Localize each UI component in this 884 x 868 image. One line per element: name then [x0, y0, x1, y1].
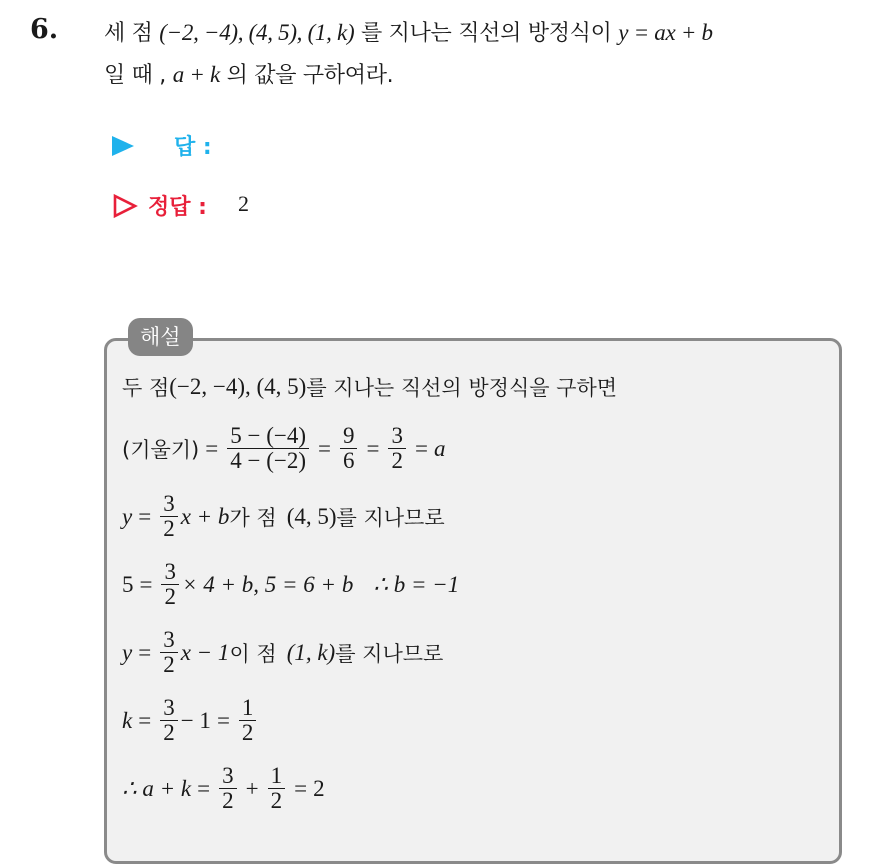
explanation-text: 를 지나므로 [335, 641, 444, 666]
explanation-text: 이 점 [229, 641, 277, 666]
explanation-text: 를 지나는 직선의 방정식을 구하면 [306, 376, 618, 400]
question-line-1 [104, 16, 713, 47]
explanation-text: 두 점 [122, 376, 170, 400]
question-text: 세 점 [104, 21, 160, 46]
fraction: $\frac{5 - (-4)}{4 - (-2)}$ [227, 424, 309, 473]
question-target: a + k [172, 62, 220, 87]
fraction: $\frac{3}{2}$ [219, 764, 237, 813]
fraction: $\frac{3}{2}$ [388, 424, 406, 473]
explanation-math: (−2, −4), (4, 5) [169, 374, 307, 399]
explanation-math: a [433, 435, 446, 461]
question-equation: y = ax + b [618, 20, 713, 45]
fraction: $\frac{9}{6}$ [340, 424, 358, 473]
slope-label: (기울기) [122, 437, 200, 462]
question-points: (−2, −4), (4, 5), (1, k) [159, 20, 355, 45]
explanation-line-4: 5 = $\frac{3}{2}$ × 4 + b, 5 = 6 + b ∴ b = −1 [122, 559, 460, 610]
explanation-line-3: y = $\frac{3}{2}$ x + b 가 점 (4, 5) 를 지나므로 [122, 491, 445, 542]
question-text: 일 때 , [104, 63, 173, 88]
explanation-tag: 해설 [128, 318, 193, 356]
explanation-line-7: ∴ a + k = $\frac{3}{2}$ + $\frac{1}{2}$ = 2 [122, 763, 325, 814]
fraction: $\frac{3}{2}$ [160, 492, 178, 541]
correct-answer-value: 2 [238, 191, 249, 216]
answer-label: 답 : [174, 135, 212, 160]
question-text: 의 값을 구하여라. [219, 63, 394, 88]
explanation-line-6: k = $\frac{3}{2}$ − 1 = $\frac{1}{2}$ [122, 696, 259, 745]
explanation-math: (4, 5) [286, 503, 337, 529]
explanation-math: (1, k) [286, 639, 336, 665]
fraction: $\frac{1}{2}$ [268, 764, 286, 813]
outline-triangle-icon [112, 193, 138, 219]
question-text: 를 지나는 직선의 방정식이 [354, 21, 619, 46]
fraction: $\frac{3}{2}$ [161, 560, 179, 609]
explanation-line-1 [122, 372, 617, 402]
question-line-2 [104, 58, 393, 89]
fraction: $\frac{3}{2}$ [160, 628, 178, 677]
explanation-text: 가 점 [229, 505, 277, 530]
fraction: $\frac{3}{2}$ [160, 696, 178, 745]
question-number: 6. [30, 14, 59, 45]
fraction: $\frac{1}{2}$ [239, 696, 257, 745]
explanation-line-5: y = $\frac{3}{2}$ x − 1 이 점 (1, k) 를 지나므로 [122, 627, 444, 678]
play-triangle-icon [112, 136, 134, 156]
correct-answer-label: 정답 : [148, 195, 207, 220]
explanation-text: 를 지나므로 [336, 505, 445, 530]
explanation-line-2: (기울기) = $\frac{5 - (-4)}{4 - (-2)}$ = $\frac{9}{6}$ = $\frac{3}{2}$ = a [122, 423, 446, 474]
